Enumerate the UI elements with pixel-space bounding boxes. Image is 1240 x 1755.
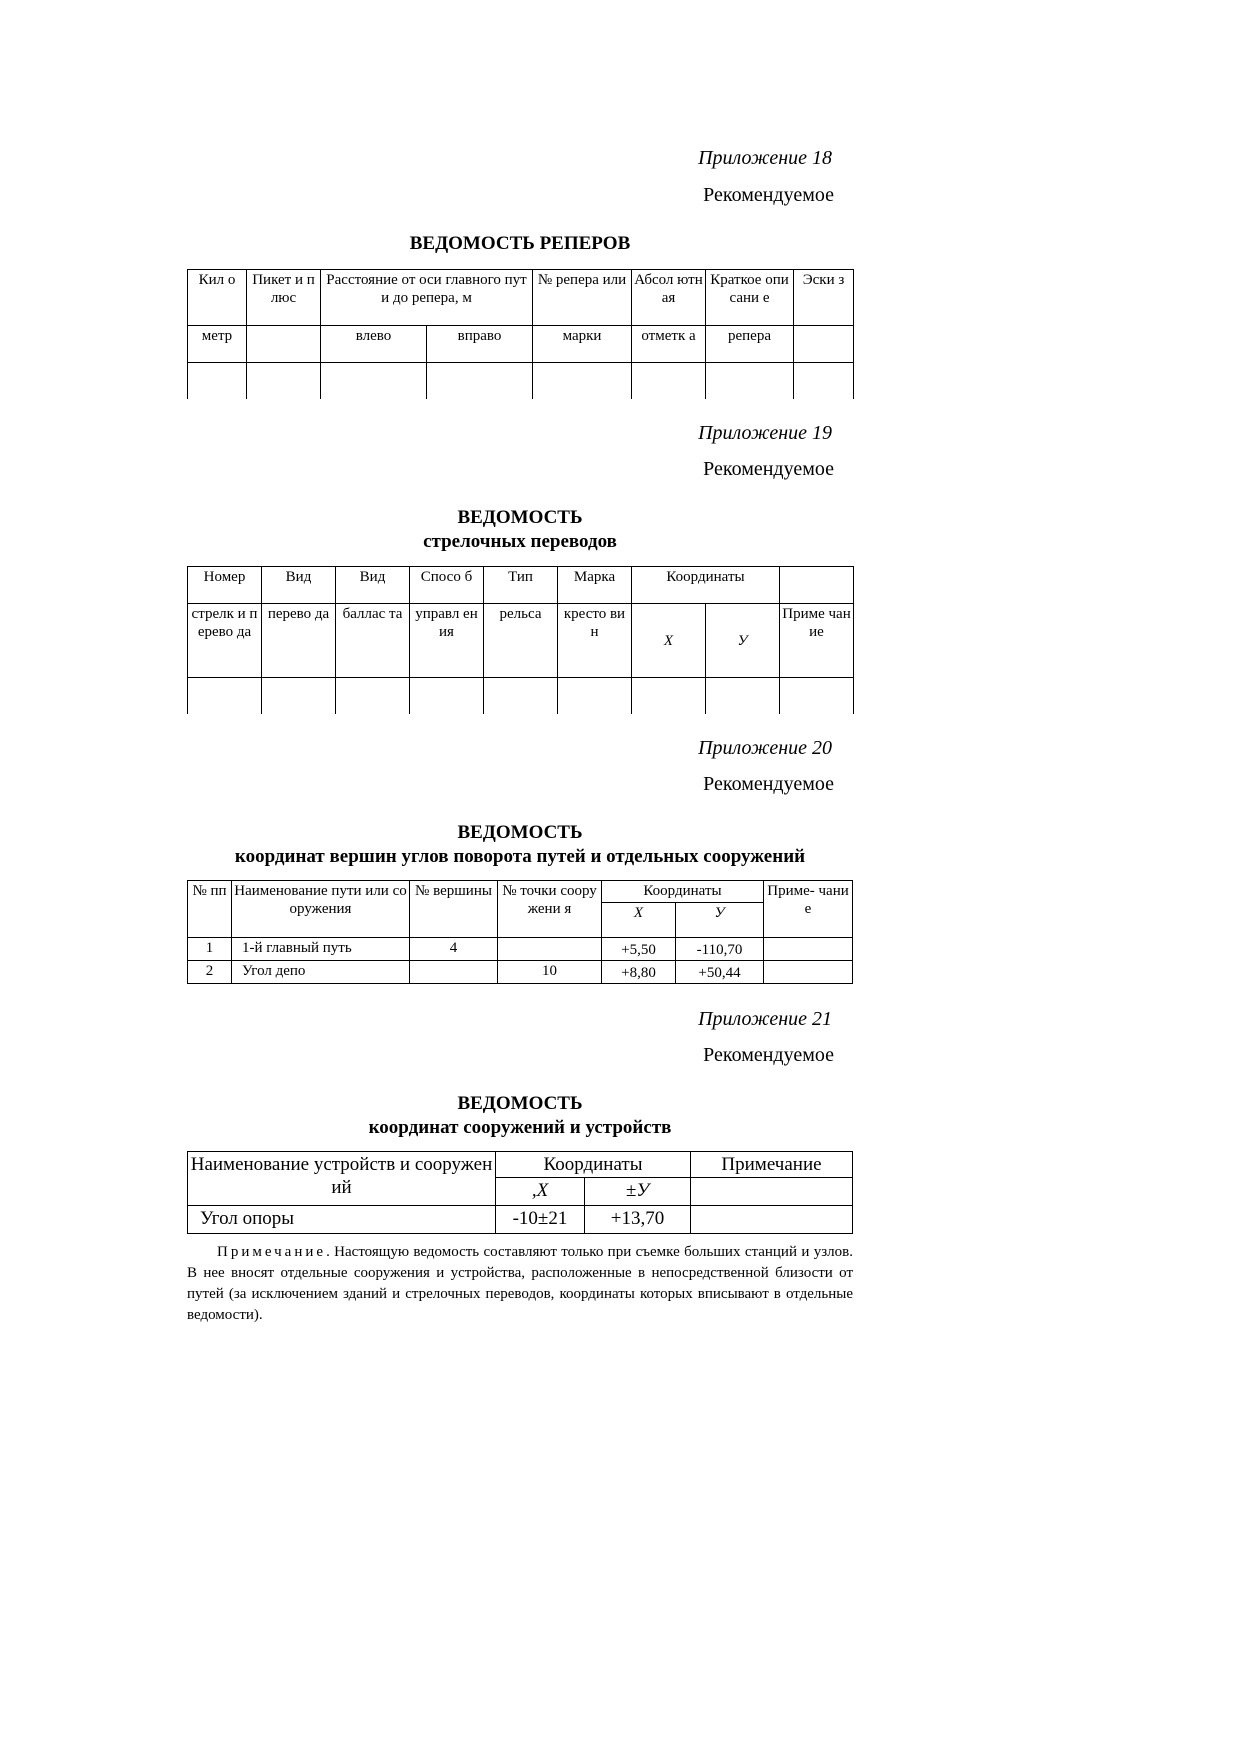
- header-y: У: [706, 604, 780, 678]
- header-cross-bottom: кресто вин: [558, 604, 632, 678]
- header-note-top: [780, 567, 854, 604]
- appendix-18-number: Приложение 18: [698, 147, 832, 169]
- header-note: Приме- чание: [764, 881, 853, 938]
- header-km-bottom: метр: [188, 326, 247, 363]
- appendix-19-title-line2: стрелочных переводов: [423, 531, 617, 552]
- table-row: [188, 961, 853, 984]
- appendix-21-title-line2: координат сооружений и устройств: [368, 1117, 672, 1138]
- header-type-top: Вид: [262, 567, 336, 604]
- cell-num: 1: [188, 938, 232, 961]
- header-point: № точки сооружени я: [498, 881, 602, 938]
- table-row: [188, 678, 854, 714]
- header-km-top: Кил о: [188, 270, 247, 326]
- appendix-20-title-line1: ВЕДОМОСТЬ: [457, 822, 583, 843]
- header-x: ,Х: [496, 1178, 585, 1206]
- cell-note: [764, 938, 853, 961]
- cell-vertex: 4: [410, 938, 498, 961]
- header-desc-bottom: репера: [706, 326, 794, 363]
- note-text: . Настоящую ведомость составляют только при съемке больших станций и узлов. В нее вносят отдельные сооружения и устройства, расположенные в непосредственной близости от путей (за исключением зданий и стрелочных переводов, координаты которых вписывают в отдельные ведомости).: [187, 1244, 853, 1323]
- appendix-21-title: [187, 1092, 853, 1140]
- header-cross-top: Марка: [558, 567, 632, 604]
- cell-vertex: [410, 961, 498, 984]
- table-row: [188, 363, 854, 399]
- appendix-19-status: Рекомендуемое: [703, 458, 834, 480]
- header-abs-top: Абсол ютная: [632, 270, 706, 326]
- cell-name: Угол опоры: [188, 1206, 496, 1234]
- table-row: [188, 938, 853, 961]
- cell-note: [691, 1206, 853, 1234]
- cell-y: +13,70: [585, 1206, 691, 1234]
- header-num: № пп: [188, 881, 232, 938]
- header-desc-top: Краткое описани е: [706, 270, 794, 326]
- header-distance: Расстояние от оси главного пути до репера, м: [321, 270, 533, 326]
- appendix-21-title-line1: ВЕДОМОСТЬ: [457, 1093, 583, 1114]
- appendix-20-status: Рекомендуемое: [703, 773, 834, 795]
- structure-coords-table: [187, 1151, 853, 1234]
- cell-point: 10: [498, 961, 602, 984]
- header-name: Наименование пути или сооружения: [232, 881, 410, 938]
- header-ballast-top: Вид: [336, 567, 410, 604]
- cell-num: 2: [188, 961, 232, 984]
- appendix-19-title: [187, 506, 853, 554]
- cell-y: +50,44: [676, 961, 764, 984]
- cell-point: [498, 938, 602, 961]
- header-control-bottom: управл ения: [410, 604, 484, 678]
- cell-y: -110,70: [676, 938, 764, 961]
- cell-name: Угол депо: [232, 961, 410, 984]
- header-note: Примечание: [691, 1152, 853, 1178]
- header-ballast-bottom: баллас та: [336, 604, 410, 678]
- header-note: Приме чание: [780, 604, 854, 678]
- header-type-bottom: перево да: [262, 604, 336, 678]
- benchmark-table: [187, 269, 854, 399]
- header-x: Х: [602, 903, 676, 938]
- appendix-19-number: Приложение 19: [698, 422, 832, 444]
- header-picket: Пикет и плюс: [247, 270, 321, 326]
- appendix-21-number: Приложение 21: [698, 1008, 832, 1030]
- appendix-21-note: [187, 1242, 853, 1326]
- appendix-20-number: Приложение 20: [698, 737, 832, 759]
- cell-x: +5,50: [602, 938, 676, 961]
- header-rail-bottom: рельса: [484, 604, 558, 678]
- cell-x: +8,80: [602, 961, 676, 984]
- table-row: [188, 1206, 853, 1234]
- header-name: Наименование устройств и сооружений: [188, 1152, 496, 1206]
- switch-table: [187, 566, 854, 714]
- header-note-bottom: [691, 1178, 853, 1206]
- header-y: ±У: [585, 1178, 691, 1206]
- appendix-20-title: [187, 821, 853, 869]
- header-mark-top: № репера или: [533, 270, 632, 326]
- appendix-20-title-line2: координат вершин углов поворота путей и отдельных сооружений: [234, 846, 806, 867]
- header-picket-bottom: [247, 326, 321, 363]
- header-mark-bottom: марки: [533, 326, 632, 363]
- header-coords: Координаты: [632, 567, 780, 604]
- header-right: вправо: [427, 326, 533, 363]
- appendix-19-title-line1: ВЕДОМОСТЬ: [457, 507, 583, 528]
- header-rail-top: Тип: [484, 567, 558, 604]
- appendix-18-status: Рекомендуемое: [703, 184, 834, 206]
- header-num-bottom: стрелк и перево да: [188, 604, 262, 678]
- appendix-21-status: Рекомендуемое: [703, 1044, 834, 1066]
- header-num-top: Номер: [188, 567, 262, 604]
- header-coords: Координаты: [496, 1152, 691, 1178]
- header-control-top: Спосо б: [410, 567, 484, 604]
- header-abs-bottom: отметк а: [632, 326, 706, 363]
- note-label: Примечание: [217, 1244, 327, 1260]
- header-coords: Координаты: [602, 881, 764, 903]
- header-sketch: Эски з: [794, 270, 854, 326]
- vertex-coords-table: [187, 880, 853, 984]
- header-x: Х: [632, 604, 706, 678]
- appendix-18-title: ВЕДОМОСТЬ РЕПЕРОВ: [409, 233, 631, 254]
- header-y: У: [676, 903, 764, 938]
- cell-x: -10±21: [496, 1206, 585, 1234]
- header-sketch-bottom: [794, 326, 854, 363]
- header-left: влево: [321, 326, 427, 363]
- cell-note: [764, 961, 853, 984]
- cell-name: 1-й главный путь: [232, 938, 410, 961]
- header-vertex: № вершины: [410, 881, 498, 938]
